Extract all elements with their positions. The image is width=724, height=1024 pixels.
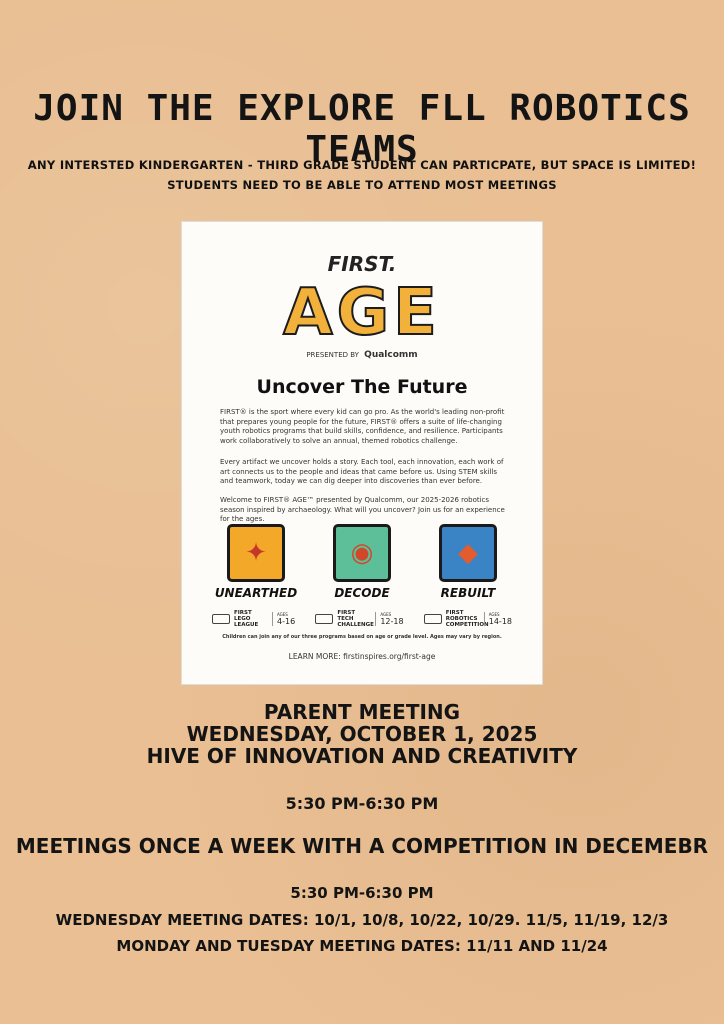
subtitle-line-2: STUDENTS NEED TO BE ABLE TO ATTEND MOST MEETINGS <box>167 178 557 192</box>
program-unearthed <box>206 524 306 600</box>
building-blocks-icon: ◆ <box>439 524 497 582</box>
ages-range: 14-18 <box>488 617 512 626</box>
program-name: DECODE <box>334 586 390 600</box>
program-rebuilt <box>418 524 518 600</box>
first-logo-icon <box>424 614 442 624</box>
age-logo: AGE <box>283 276 441 350</box>
parent-meeting-place: HIVE OF INNOVATION AND CREATIVITY <box>146 744 578 768</box>
league-ages <box>375 612 403 626</box>
first-logo-icon <box>212 614 230 624</box>
program-decode <box>312 524 412 600</box>
first-brand: FIRST. <box>327 252 397 276</box>
ages-range: 12-18 <box>380 617 404 626</box>
program-name: UNEARTHED <box>214 586 298 600</box>
ages-range: 4-16 <box>277 617 296 626</box>
parent-meeting-date: WEDNESDAY, OCTOBER 1, 2025 <box>186 722 538 746</box>
learn-more-link[interactable]: LEARN MORE: firstinspires.org/first-age <box>288 652 436 661</box>
league-name: FIRST LEGO LEAGUE <box>234 610 259 628</box>
league-ages <box>272 612 295 626</box>
ages-label: AGES <box>488 612 500 617</box>
presented-by <box>182 350 542 360</box>
league-name: FIRST ROBOTICS COMPETITION <box>445 610 489 628</box>
flyer-paragraph-3: Welcome to FIRST® AGE™ presented by Qualcomm, our 2025-2026 robotics season inspired by archaeology. What will you uncover? Join us for an experience for the ages. <box>220 496 505 523</box>
flyer-paragraph-1: FIRST® is the sport where every kid can go pro. As the world's leading non-profit that prepares young people for the future, FIRST® offers a suite of life-changing youth robotics programs that build skills, confidence, and resilience. Participants work collaboratively to solve an annual, themed robotics challenge. <box>220 408 505 445</box>
league-item <box>424 610 512 628</box>
sponsor-name: Qualcomm <box>364 350 418 360</box>
flyer-paragraph-2: Every artifact we uncover holds a story. Each tool, each innovation, each work of art connects us to the people and ideas that came before us. Using STEM skills and teamwork, today we can dig deeper into discoveries than ever before. <box>220 458 504 485</box>
parent-meeting-time: 5:30 PM-6:30 PM <box>285 794 439 813</box>
subtitle-line-1: ANY INTERSTED KINDERGARTEN - THIRD GRADE STUDENT CAN PARTICPATE, BUT SPACE IS LIMITED! <box>27 158 697 172</box>
compass-dial-icon: ◉ <box>333 524 391 582</box>
league-name: FIRST TECH CHALLENGE <box>337 610 374 628</box>
ages-label: AGES <box>277 612 288 617</box>
first-logo-icon <box>315 614 333 624</box>
parent-meeting-label: PARENT MEETING <box>263 700 461 724</box>
star-shard-icon: ✦ <box>227 524 285 582</box>
ages-label: AGES <box>380 612 392 617</box>
league-ages <box>484 612 512 626</box>
monday-tuesday-dates: MONDAY AND TUESDAY MEETING DATES: 11/11 AND 11/24 <box>116 937 608 955</box>
league-item <box>212 610 295 628</box>
presented-by-label: PRESENTED BY <box>306 351 359 359</box>
wednesday-dates: WEDNESDAY MEETING DATES: 10/1, 10/8, 10/22, 10/29. 11/5, 11/19, 12/3 <box>55 911 669 929</box>
page-title: JOIN THE EXPLORE FLL ROBOTICS TEAMS <box>33 88 691 170</box>
league-item <box>315 610 403 628</box>
first-age-flyer <box>182 222 542 684</box>
program-name: REBUILT <box>440 586 496 600</box>
flyer-heading: Uncover The Future <box>256 376 468 398</box>
league-list <box>212 610 512 628</box>
age-note: Children can join any of our three programs based on age or grade level. Ages may vary by region. <box>222 634 502 640</box>
meeting-time: 5:30 PM-6:30 PM <box>290 884 434 902</box>
meeting-frequency: MEETINGS ONCE A WEEK WITH A COMPETITION IN DECEMEBR <box>15 834 709 858</box>
